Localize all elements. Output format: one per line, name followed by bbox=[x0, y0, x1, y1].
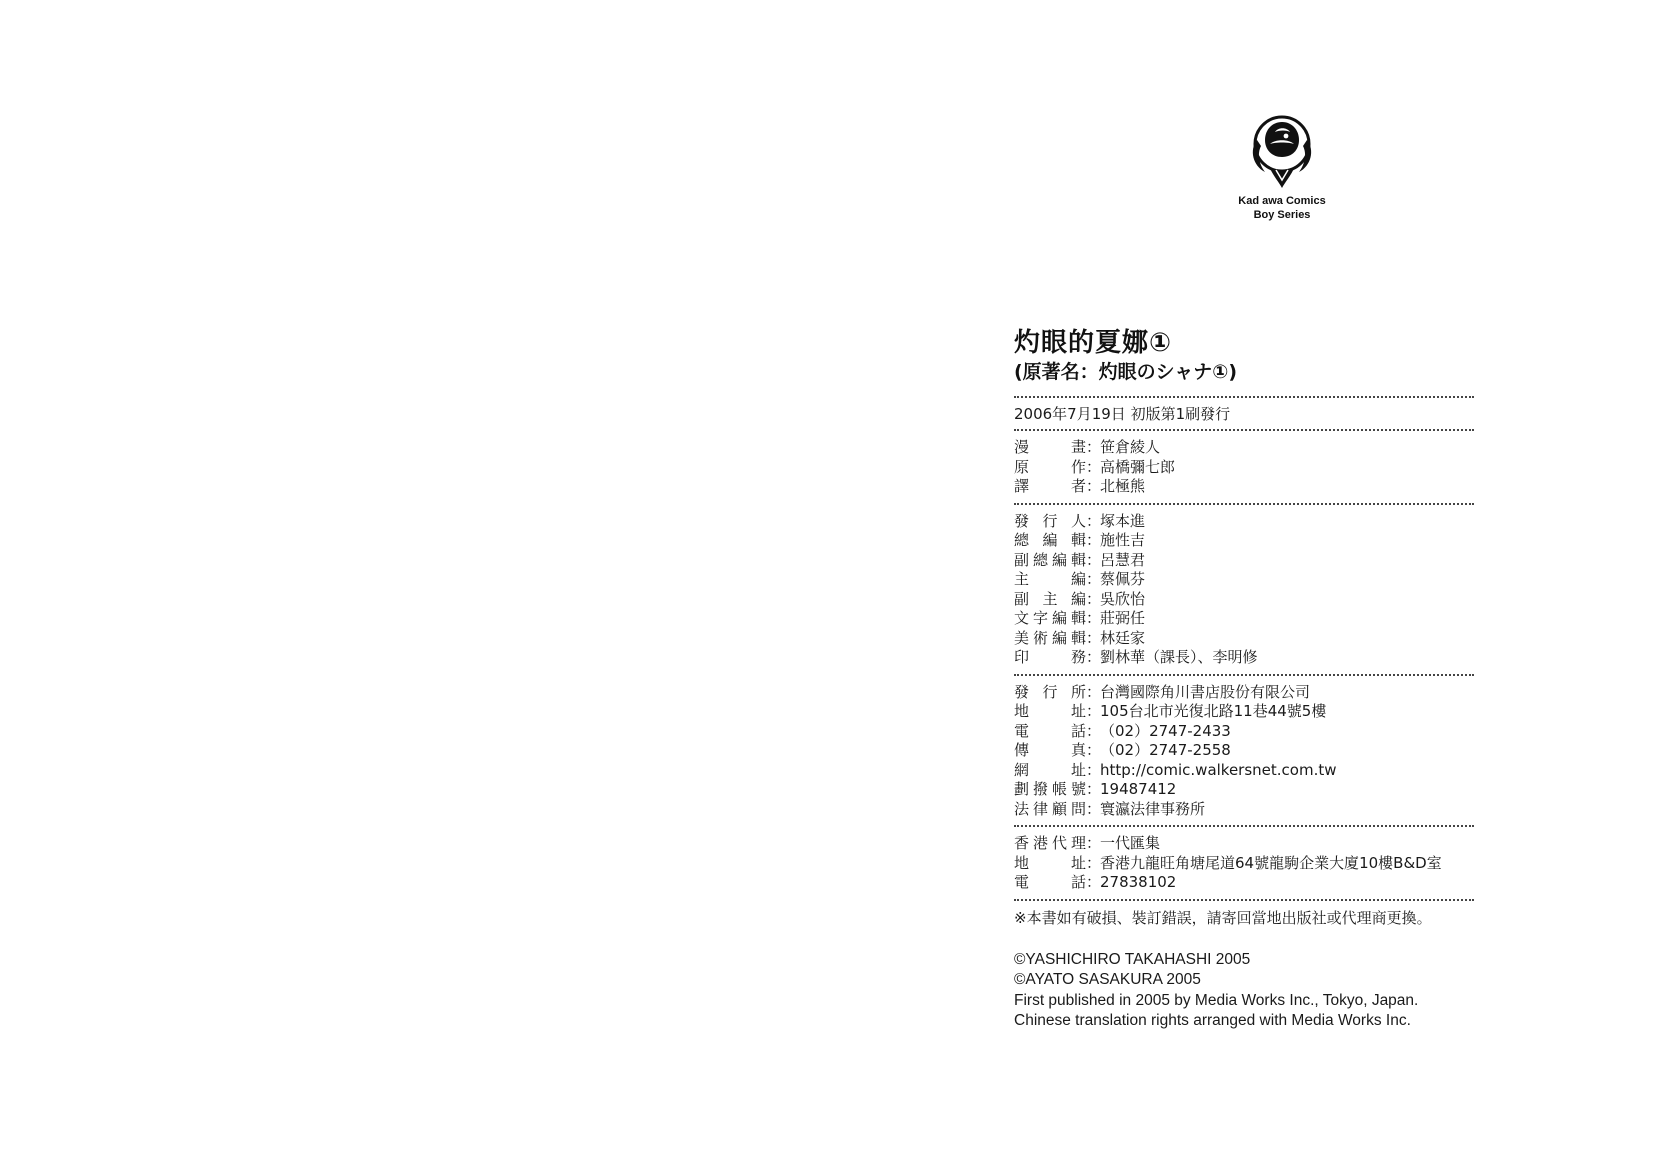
row-label: 傳 真 bbox=[1014, 741, 1086, 759]
colophon-row bbox=[1014, 702, 1476, 722]
row-value: 北極熊 bbox=[1100, 477, 1146, 495]
row-label: 發 行 所 bbox=[1014, 682, 1086, 701]
row-value: 塚本進 bbox=[1100, 511, 1146, 530]
row-value: 劉林華（課長）、李明修 bbox=[1100, 648, 1258, 666]
copyright-line: ©AYATO SASAKURA 2005 bbox=[1014, 971, 1201, 988]
row-label: 總 編 輯 bbox=[1014, 531, 1086, 549]
row-value: 吳欣怡 bbox=[1100, 589, 1146, 608]
dotted-divider bbox=[1014, 899, 1474, 901]
row-label: 文 字 編 輯 bbox=[1014, 609, 1086, 627]
colophon-row bbox=[1014, 780, 1476, 800]
row-value: http://comic.walkersnet.com.tw bbox=[1100, 760, 1337, 779]
copyright-line: First published in 2005 by Media Works Inc., Tokyo, Japan. bbox=[1014, 991, 1419, 1009]
dotted-divider bbox=[1014, 429, 1474, 431]
row-label: 網 址 bbox=[1014, 760, 1086, 779]
logo-line: Kad awa Comics bbox=[1238, 195, 1326, 207]
dotted-divider bbox=[1014, 674, 1474, 676]
row-separator: ： bbox=[1086, 457, 1102, 476]
row-value: 施性吉 bbox=[1100, 531, 1146, 549]
colophon-row bbox=[1014, 683, 1476, 703]
row-value: 林廷家 bbox=[1100, 628, 1146, 647]
row-separator: ： bbox=[1086, 834, 1102, 852]
staff-section bbox=[1014, 512, 1476, 668]
row-label: 譯 者 bbox=[1014, 477, 1086, 495]
colophon-row bbox=[1014, 609, 1476, 629]
row-label: 主 編 bbox=[1014, 570, 1086, 588]
colophon-row bbox=[1014, 761, 1476, 781]
copyright-line: ©YASHICHIRO TAKAHASHI 2005 bbox=[1014, 950, 1251, 968]
row-separator: ： bbox=[1086, 511, 1102, 530]
row-label: 漫 畫 bbox=[1014, 438, 1086, 456]
colophon-row bbox=[1014, 629, 1476, 649]
row-separator: ： bbox=[1086, 702, 1102, 720]
row-label: 法 律 顧 問 bbox=[1014, 799, 1086, 818]
row-value: 27838102 bbox=[1100, 873, 1177, 891]
book-title: 灼眼的夏娜① bbox=[1014, 328, 1173, 358]
damage-notice: ※本書如有破損、裝訂錯誤，請寄回當地出版社或代理商更換。 bbox=[1014, 908, 1432, 927]
row-value: 高橋彌七郎 bbox=[1100, 457, 1176, 476]
row-separator: ： bbox=[1086, 741, 1102, 759]
logo-text bbox=[1222, 194, 1342, 222]
row-value: 寰瀛法律事務所 bbox=[1100, 799, 1206, 818]
row-value: 莊弼任 bbox=[1100, 609, 1146, 627]
row-separator: ： bbox=[1086, 609, 1102, 627]
edition-info: 2006年7月19日 初版第1刷發行 bbox=[1014, 405, 1231, 423]
colophon-row bbox=[1014, 873, 1476, 893]
credits-section bbox=[1014, 438, 1476, 497]
colophon-row bbox=[1014, 570, 1476, 590]
row-separator: ： bbox=[1086, 531, 1102, 549]
row-value: 105台北市光復北路11巷44號5樓 bbox=[1100, 702, 1327, 720]
row-separator: ： bbox=[1086, 570, 1102, 588]
row-label: 地 址 bbox=[1014, 853, 1086, 872]
row-label: 電 話 bbox=[1014, 721, 1086, 740]
row-separator: ： bbox=[1086, 780, 1102, 798]
colophon-row bbox=[1014, 854, 1476, 874]
colophon-row bbox=[1014, 834, 1476, 854]
colophon-row bbox=[1014, 551, 1476, 571]
row-separator: ： bbox=[1086, 589, 1102, 608]
colophon-row bbox=[1014, 648, 1476, 668]
colophon-row bbox=[1014, 800, 1476, 820]
row-separator: ： bbox=[1086, 477, 1102, 495]
row-value: 香港九龍旺角塘尾道64號龍駒企業大廈10樓B&D室 bbox=[1100, 853, 1442, 872]
publisher-section bbox=[1014, 683, 1476, 820]
row-label: 原 作 bbox=[1014, 457, 1086, 476]
original-title: (原著名：灼眼のシャナ①) bbox=[1014, 361, 1238, 383]
row-value: 一代匯集 bbox=[1100, 834, 1161, 852]
row-value: 笹倉綾人 bbox=[1100, 438, 1161, 456]
row-separator: ： bbox=[1086, 550, 1102, 569]
row-separator: ： bbox=[1086, 760, 1102, 779]
row-label: 香 港 代 理 bbox=[1014, 834, 1086, 852]
row-value: （02）2747-2433 bbox=[1100, 721, 1231, 740]
row-label: 地 址 bbox=[1014, 702, 1086, 720]
colophon-row bbox=[1014, 477, 1476, 497]
dotted-divider bbox=[1014, 396, 1474, 398]
dotted-divider bbox=[1014, 503, 1474, 505]
copyright-block bbox=[1014, 950, 1476, 1032]
row-label: 印 務 bbox=[1014, 648, 1086, 666]
hk-agent-section bbox=[1014, 834, 1476, 893]
row-separator: ： bbox=[1086, 721, 1102, 740]
colophon-row bbox=[1014, 438, 1476, 458]
logo-line: Boy Series bbox=[1253, 209, 1311, 221]
row-label: 發 行 人 bbox=[1014, 511, 1086, 530]
colophon bbox=[1014, 328, 1476, 1032]
colophon-row bbox=[1014, 458, 1476, 478]
row-separator: ： bbox=[1086, 628, 1102, 647]
row-label: 副 主 編 bbox=[1014, 589, 1086, 608]
phoenix-emblem-icon bbox=[1245, 110, 1319, 194]
row-value: （02）2747-2558 bbox=[1100, 741, 1231, 759]
row-value: 蔡佩芬 bbox=[1100, 570, 1146, 588]
row-label: 美 術 編 輯 bbox=[1014, 628, 1086, 647]
row-separator: ： bbox=[1086, 438, 1102, 456]
row-separator: ： bbox=[1086, 682, 1102, 701]
colophon-row bbox=[1014, 512, 1476, 532]
row-value: 台灣國際角川書店股份有限公司 bbox=[1100, 682, 1311, 701]
row-separator: ： bbox=[1086, 853, 1102, 872]
row-value: 19487412 bbox=[1100, 780, 1177, 798]
copyright-line: Chinese translation rights arranged with Media Works Inc. bbox=[1014, 1012, 1411, 1029]
publisher-logo bbox=[1222, 110, 1342, 222]
row-label: 劃 撥 帳 號 bbox=[1014, 780, 1086, 798]
row-label: 電 話 bbox=[1014, 873, 1086, 891]
row-separator: ： bbox=[1086, 799, 1102, 818]
colophon-row bbox=[1014, 722, 1476, 742]
dotted-divider bbox=[1014, 825, 1474, 827]
row-separator: ： bbox=[1086, 873, 1102, 891]
colophon-row bbox=[1014, 531, 1476, 551]
row-value: 呂慧君 bbox=[1100, 550, 1146, 569]
colophon-row bbox=[1014, 590, 1476, 610]
colophon-row bbox=[1014, 741, 1476, 761]
row-separator: ： bbox=[1086, 648, 1102, 666]
row-label: 副 總 編 輯 bbox=[1014, 550, 1086, 569]
